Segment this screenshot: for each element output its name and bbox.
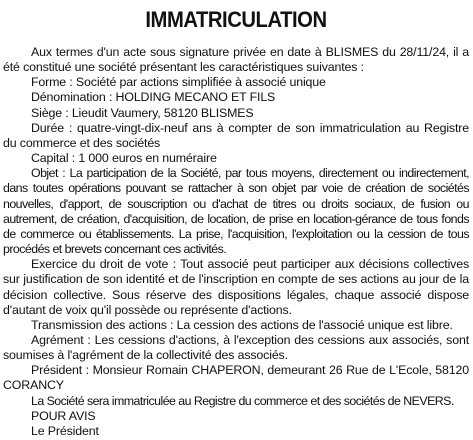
notice-body — [3, 45, 469, 439]
vote-paragraph: Exercice du droit de vote : Tout associé peut participer aux décisions collectives sur justification de son identité et de l'inscription en compte de ses actions au jour de la décision collective. Sous réserve des dispositions légales, chaque associé dispose d'autant de voix qu'il possède ou représente d'actions. — [3, 257, 469, 317]
siege-line: Siège : Lieudit Vaumery, 58120 BLISMES — [31, 105, 254, 120]
agrement-paragraph: Agrément : Les cessions d'actions, à l'exception des cessions aux associés, sont soumises à l'agrément de la collectivité des associés. — [3, 332, 469, 363]
registre-line: La Société sera immatriculée au Registre du commerce et des sociétés de NEVERS. — [31, 393, 454, 408]
president-paragraph: Président : Monsieur Romain CHAPERON, demeurant 26 Rue de L'Ecole, 58120 CORANCY — [3, 363, 469, 393]
capital-line: Capital : 1 000 euros en numéraire — [31, 151, 217, 166]
notice-title: IMMATRICULATION — [145, 7, 327, 32]
intro-paragraph: Aux termes d'un acte sous signature privée en date à BLISMES du 28/11/24, il a été constitué une société présentant les caractéristiques suivantes : — [3, 45, 469, 75]
duree-paragraph: Durée : quatre-vingt-dix-neuf ans à compter de son immatriculation au Registre du commerce et des sociétés — [3, 120, 469, 150]
forme-line: Forme : Société par actions simplifiée à associé unique — [31, 75, 326, 90]
denomination-line: Dénomination : HOLDING MECANO ET FILS — [31, 90, 276, 105]
signature-line: Le Président — [31, 423, 99, 438]
transmission-line: Transmission des actions : La cession des actions de l'associé unique est libre. — [31, 317, 453, 332]
pour-avis-line: POUR AVIS — [31, 408, 96, 423]
objet-paragraph: Objet : La participation de la Société, par tous moyens, directement ou indirectement, dans toutes opérations pouvant se rattacher à son objet par voie de création de sociétés nouvelles, d'apport, de souscription ou d'achat de titres ou droits sociaux, de fusion ou autrement, de création, d'acquisition, de location, de prise en location-gérance de tous fonds de commerce ou établissements. La prise, l'acquisition, l'exploitation ou la cession de tous procédés et brevets concernant ces activités. — [3, 166, 469, 257]
